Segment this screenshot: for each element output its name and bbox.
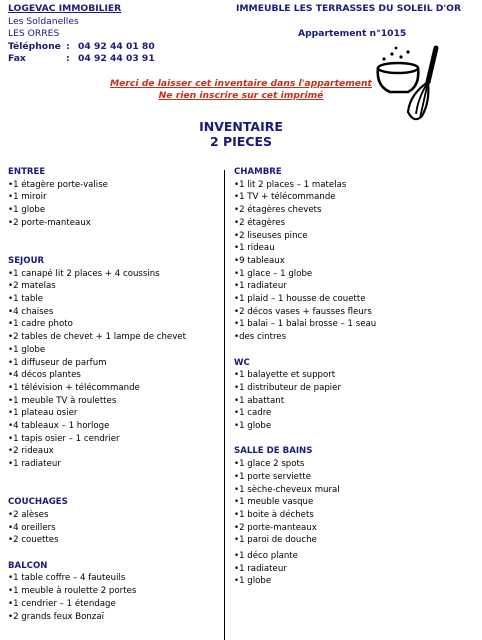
list-item: •1 meuble TV à roulettes xyxy=(8,395,117,406)
list-item: •1 cadre photo xyxy=(8,319,73,330)
section-wc xyxy=(234,357,474,433)
list-item: •2 couettes xyxy=(8,535,59,546)
fax-row xyxy=(8,53,155,66)
list-item: •1 balayette et support xyxy=(234,370,336,381)
list-item: •1 plateau osier xyxy=(8,408,78,419)
list-item: •9 tableaux xyxy=(234,255,285,266)
list-item: •1 tapis osier – 1 cendrier xyxy=(8,433,120,444)
list-item: •1 abattant xyxy=(234,395,285,406)
section-chambre xyxy=(234,166,474,344)
right-column xyxy=(234,166,474,588)
phone-colon: : xyxy=(66,40,70,52)
list-item: •1 déco plante xyxy=(234,551,298,562)
list-item: •1 glace 2 spots xyxy=(234,459,305,470)
list-item: •1 sèche-cheveux mural xyxy=(234,484,340,495)
list-item: •1 cadre xyxy=(234,408,272,419)
list-item: •1 distributeur de papier xyxy=(234,382,342,393)
section-heading: COUCHAGES xyxy=(8,497,68,508)
list-item: •4 tableaux – 1 horloge xyxy=(8,421,110,432)
fax-colon: : xyxy=(66,53,70,64)
company-block xyxy=(8,3,155,66)
section-entree xyxy=(8,166,220,230)
list-item: •1 canapé lit 2 places + 4 coussins xyxy=(8,268,160,279)
list-item: •1 plaid – 1 housse de couette xyxy=(234,294,366,305)
list-item: •1 TV + télécommande xyxy=(234,192,336,203)
list-item: •1 cendrier – 1 étendage xyxy=(8,598,116,609)
section-heading: SALLE DE BAINS xyxy=(234,446,313,457)
list-item: •1 table xyxy=(8,294,44,305)
address-line-2: LES ORRES xyxy=(8,28,60,39)
list-item: •1 miroir xyxy=(8,192,47,203)
section-salle-de-bains xyxy=(234,445,474,588)
section-balcon xyxy=(8,560,220,624)
list-item: •1 globe xyxy=(8,205,46,216)
fax-label: Fax xyxy=(8,53,26,64)
list-item: •2 rideaux xyxy=(8,446,54,457)
list-item: •1 rideau xyxy=(234,243,275,254)
list-item: •4 chaises xyxy=(8,306,54,317)
section-sejour xyxy=(8,255,220,471)
list-item: •4 oreillers xyxy=(8,522,56,533)
list-item: •1 radiateur xyxy=(234,281,287,292)
list-item: •des cintres xyxy=(234,332,287,343)
address-line-1: Les Soldanelles xyxy=(8,15,79,27)
list-item: •2 porte-manteaux xyxy=(234,522,317,533)
list-item: •2 liseuses pince xyxy=(234,230,308,241)
building-name: IMMEUBLE LES TERRASSES DU SOLEIL D'OR xyxy=(236,3,462,14)
phone-value: 04 92 44 01 80 xyxy=(78,40,155,52)
list-item: •1 boite à déchets xyxy=(234,509,314,520)
section-heading: SEJOUR xyxy=(8,255,45,266)
list-item: •4 décos plantes xyxy=(8,370,81,381)
list-item: •2 grands feux Bonzaï xyxy=(8,611,104,622)
list-item: •1 globe xyxy=(234,421,272,432)
title-line-2: 2 PIECES xyxy=(209,134,273,149)
list-item: •1 meuble vasque xyxy=(234,497,314,508)
apartment-number: Appartement n°1015 xyxy=(298,28,407,39)
section-couchages xyxy=(8,496,220,547)
list-item: •1 table coffre – 4 fauteuils xyxy=(8,573,126,584)
list-item: •2 étagères chevets xyxy=(234,205,322,216)
company-name: LOGEVAC IMMOBILIER xyxy=(8,3,122,14)
list-item: •1 lit 2 places – 1 matelas xyxy=(234,179,347,190)
list-item: •1 diffuseur de parfum xyxy=(8,357,107,368)
section-heading: ENTREE xyxy=(8,167,46,177)
page-title xyxy=(0,119,482,149)
notice-line-1: Merci de laisser cet inventaire dans l'appartement xyxy=(110,78,372,89)
section-heading: BALCON xyxy=(8,560,48,571)
title-line-1: INVENTAIRE xyxy=(199,119,283,134)
notice-line-2: Ne rien inscrire sur cet imprimé xyxy=(158,90,324,101)
list-item: •1 radiateur xyxy=(8,459,61,470)
list-item: •1 globe xyxy=(234,576,272,587)
list-item: •2 porte-manteaux xyxy=(8,217,91,228)
list-item: •2 matelas xyxy=(8,281,56,292)
list-item: •1 glace – 1 globe xyxy=(234,268,313,279)
list-item: •1 porte serviette xyxy=(234,471,311,482)
left-column xyxy=(8,166,220,623)
section-heading: CHAMBRE xyxy=(234,167,282,177)
list-item: •2 décos vases + fausses fleurs xyxy=(234,306,372,317)
phone-row xyxy=(8,41,155,54)
list-item: •2 alèses xyxy=(8,509,49,520)
section-heading: WC xyxy=(234,357,250,368)
list-item: •2 tables de chevet + 1 lampe de chevet xyxy=(8,332,186,343)
column-divider xyxy=(224,170,225,640)
notice xyxy=(0,78,482,102)
fax-value: 04 92 44 03 91 xyxy=(78,53,155,64)
list-item: •2 étagères xyxy=(234,217,286,228)
list-item: •1 globe xyxy=(8,344,46,355)
list-item: •1 balai – 1 balai brosse – 1 seau xyxy=(234,319,377,330)
list-item: •1 paroi de douche xyxy=(234,535,317,546)
list-item: •1 radiateur xyxy=(234,563,287,574)
list-item: •1 télévision + télécommande xyxy=(8,382,140,393)
phone-label: Téléphone xyxy=(8,40,61,52)
list-item: •1 meuble à roulette 2 portes xyxy=(8,586,137,597)
list-item: •1 étagère porte-valise xyxy=(8,179,108,190)
